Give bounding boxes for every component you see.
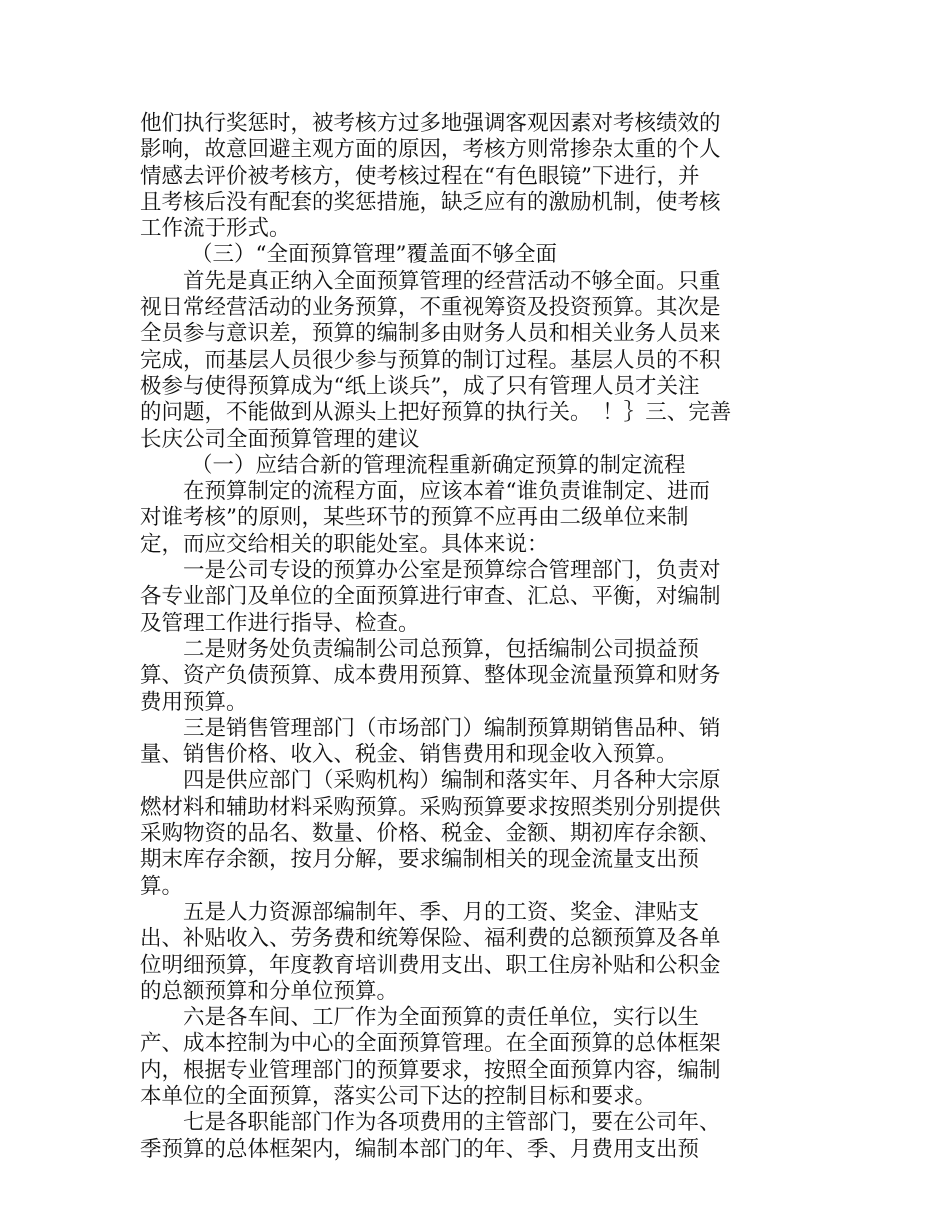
text-line: 情感去评价被考核方，使考核过程在“有色眼镜”下进行，并 bbox=[140, 163, 700, 189]
text-line: 季预算的总体框架内，编制本部门的年、季、月费用支出预 bbox=[140, 1136, 700, 1162]
text-line: 期末库存余额，按月分解，要求编制相关的现金流量支出预 bbox=[140, 847, 700, 873]
text-line: 全员参与意识差，预算的编制多由财务人员和相关业务人员来 bbox=[140, 321, 721, 347]
document-page bbox=[140, 111, 730, 1163]
text-line: 工作流于形式。 bbox=[140, 216, 291, 242]
text-line: 一是公司专设的预算办公室是预算综合管理部门，负责对 bbox=[183, 558, 721, 584]
text-line: 在预算制定的流程方面，应该本着“谁负责谁制定、进而 bbox=[183, 479, 710, 505]
text-line: （三）“全面预算管理”覆盖面不够全面 bbox=[191, 242, 557, 268]
text-line: 六是各车间、工厂作为全面预算的责任单位，实行以生 bbox=[183, 1005, 700, 1031]
text-line: 首先是真正纳入全面预算管理的经营活动不够全面。只重 bbox=[183, 268, 721, 294]
text-line: 量、销售价格、收入、税金、销售费用和现金收入预算。 bbox=[140, 742, 678, 768]
text-line: 燃材料和辅助材料采购预算。采购预算要求按照类别分别提供 bbox=[140, 794, 721, 820]
text-line: 的总额预算和分单位预算。 bbox=[140, 978, 399, 1004]
text-line: 出、补贴收入、劳务费和统筹保险、福利费的总额预算及各单 bbox=[140, 926, 721, 952]
text-line: 四是供应部门（采购机构）编制和落实年、月各种大宗原 bbox=[183, 768, 721, 794]
text-line: 极参与使得预算成为“纸上谈兵”，成了只有管理人员才关注 bbox=[140, 373, 700, 399]
text-line: 算、资产负债预算、成本费用预算、整体现金流量预算和财务 bbox=[140, 663, 721, 689]
text-line: 对谁考核”的原则，某些环节的预算不应再由二级单位来制 bbox=[140, 505, 689, 531]
text-line: 费用预算。 bbox=[140, 689, 248, 715]
text-line: 内，根据专业管理部门的预算要求，按照全面预算内容，编制 bbox=[140, 1057, 721, 1083]
text-line: （一）应结合新的管理流程重新确定预算的制定流程 bbox=[191, 452, 686, 478]
text-line: 产、成本控制为中心的全面预算管理。在全面预算的总体框架 bbox=[140, 1031, 721, 1057]
text-line: 及管理工作进行指导、检查。 bbox=[140, 610, 420, 636]
text-line: 二是财务处负责编制公司总预算，包括编制公司损益预 bbox=[183, 636, 700, 662]
text-line: 各专业部门及单位的全面预算进行审查、汇总、平衡，对编制 bbox=[140, 584, 721, 610]
text-line: 且考核后没有配套的奖惩措施，缺乏应有的激励机制，使考核 bbox=[140, 189, 721, 215]
text-line: 七是各职能部门作为各项费用的主管部门，要在公司年、 bbox=[183, 1110, 721, 1136]
text-line: 位明细预算，年度教育培训费用支出、职工住房补贴和公积金 bbox=[140, 952, 721, 978]
text-line: 视日常经营活动的业务预算，不重视筹资及投资预算。其次是 bbox=[140, 295, 721, 321]
text-line: 他们执行奖惩时，被考核方过多地强调客观因素对考核绩效的 bbox=[140, 111, 721, 136]
text-line: 长庆公司全面预算管理的建议 bbox=[140, 426, 420, 452]
text-line: 的问题，不能做到从源头上把好预算的执行关。 ！｝三、完善 bbox=[140, 400, 732, 426]
text-line: 本单位的全面预算，落实公司下达的控制目标和要求。 bbox=[140, 1083, 657, 1109]
text-line: 完成，而基层人员很少参与预算的制订过程。基层人员的不积 bbox=[140, 347, 721, 373]
text-line: 定，而应交给相关的职能处室。具体来说： bbox=[140, 531, 549, 557]
text-line: 影响，故意回避主观方面的原因，考核方则常掺杂太重的个人 bbox=[140, 137, 721, 163]
text-line: 采购物资的品名、数量、价格、税金、金额、期初库存余额、 bbox=[140, 821, 721, 847]
text-line: 算。 bbox=[140, 873, 184, 899]
text-line: 五是人力资源部编制年、季、月的工资、奖金、津贴支 bbox=[183, 899, 700, 925]
text-line: 三是销售管理部门（市场部门）编制预算期销售品种、销 bbox=[183, 715, 721, 741]
